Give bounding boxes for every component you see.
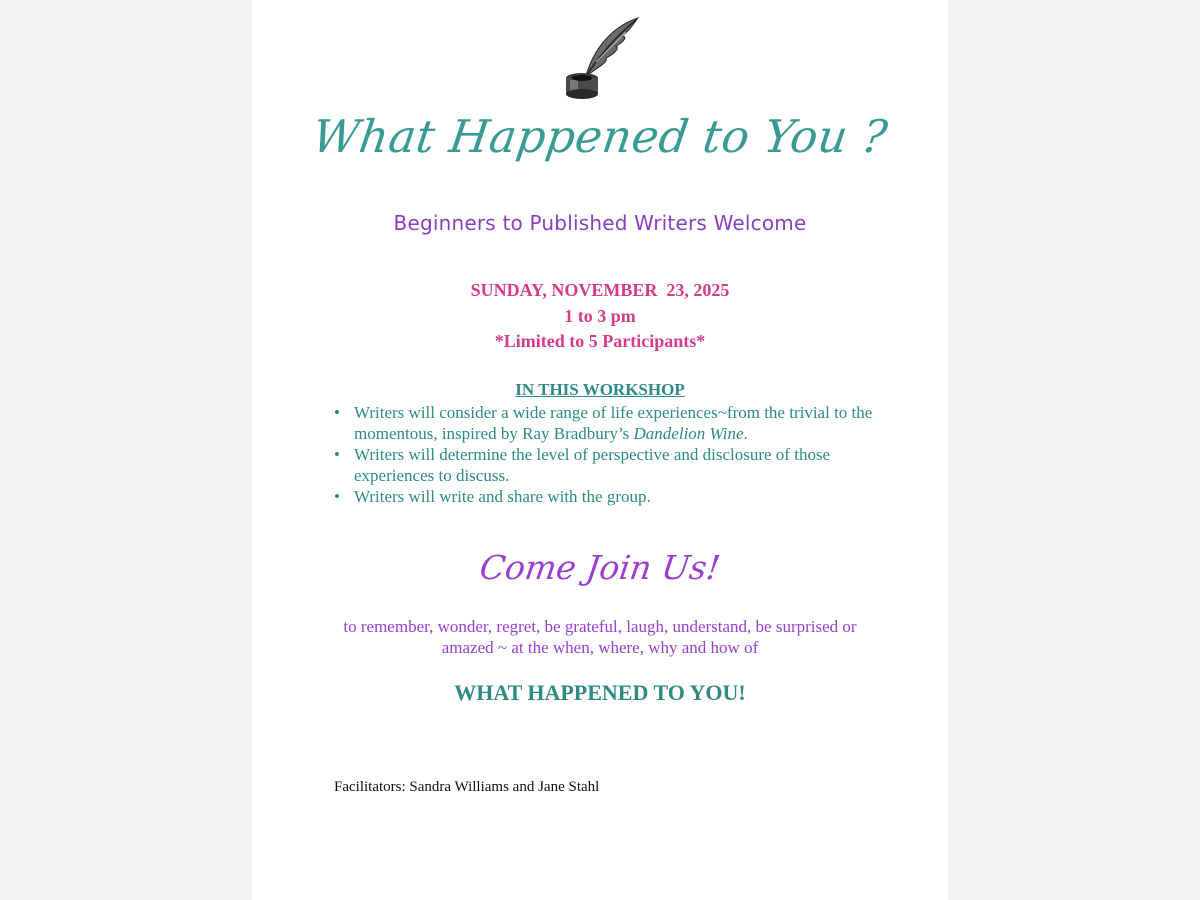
bullet-text: Writers will consider a wide range of life experiences~from the trivial to the momentous, inspired by Ray Bradbury’s [354,403,873,443]
workshop-bullet-list [334,402,874,507]
event-date: SUNDAY, NOVEMBER 23, 2025 [470,280,730,300]
list-item [334,402,874,444]
flyer-page [252,0,948,900]
event-time: 1 to 3 pm [564,306,636,326]
flyer-title: What Happened to You ? [309,110,891,163]
quill-and-inkwell-icon [558,14,642,100]
flyer-subtitle: Beginners to Published Writers Welcome [393,211,807,235]
book-title: Dandelion Wine [633,424,744,443]
call-to-action: Come Join Us! [477,548,723,587]
bullet-icon: • [334,445,340,464]
bullet-text: Writers will determine the level of perspective and disclosure of those experiences to discuss. [354,445,831,485]
bullet-text: Writers will write and share with the group. [354,487,651,506]
closing-headline: WHAT HAPPENED TO YOU! [454,680,746,705]
bullet-text-end: . [743,424,748,443]
facilitators-line: Facilitators: Sandra Williams and Jane Stahl [334,779,600,795]
bullet-icon: • [334,403,340,422]
bullet-icon: • [334,487,340,506]
list-item [334,444,874,486]
invitation-text: to remember, wonder, regret, be grateful, laugh, understand, be surprised or amazed ~ at the when, where, why and how of [343,617,857,657]
workshop-heading: IN THIS WORKSHOP [515,380,685,399]
list-item [334,486,874,507]
participant-limit: *Limited to 5 Participants* [494,331,706,351]
